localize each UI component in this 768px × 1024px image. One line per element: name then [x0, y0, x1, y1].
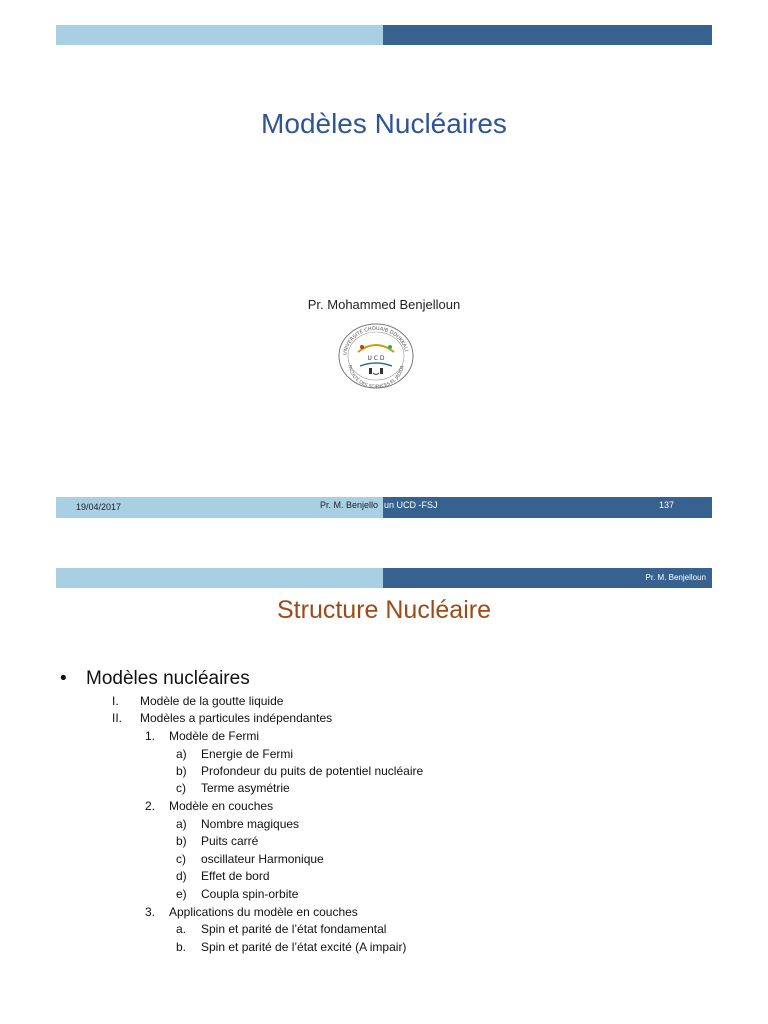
outline-text: Modèle de la goutte liquide [140, 694, 284, 708]
outline-marker: d) [176, 869, 187, 883]
outline-item-letter [176, 780, 290, 797]
outline-marker: a) [176, 747, 187, 761]
outline-marker: II. [112, 711, 123, 725]
outline-text: Energie de Fermi [201, 747, 294, 761]
outline-item-letter [176, 816, 299, 833]
bullet-text: Modèles nucléaires [86, 668, 250, 689]
bullet-dot-icon: • [60, 668, 67, 689]
slide1-title: Modèles Nucléaires [261, 108, 507, 139]
outline-marker: c) [176, 781, 186, 795]
outline-item-letter [176, 886, 298, 903]
outline-item-num-2 [145, 798, 273, 815]
slide2-title: Structure Nucléaire [277, 596, 491, 624]
outline-item-letter [176, 833, 258, 850]
outline-marker: 2. [145, 799, 156, 813]
footer-date: 19/04/2017 [76, 502, 122, 512]
slide1-header-bar-light [56, 25, 383, 45]
outline-text: Modèle de Fermi [169, 729, 260, 743]
svg-text:UNIVERSITÉ CHOUAIB DOUKKALI: UNIVERSITÉ CHOUAIB DOUKKALI [342, 325, 410, 356]
outline-marker: a. [176, 922, 187, 936]
outline-text: Modèle en couches [169, 799, 274, 813]
outline-marker: 3. [145, 905, 156, 919]
outline-text: Terme asymétrie [201, 781, 290, 795]
outline-text: Coupla spin-orbite [201, 887, 299, 901]
footer-author-left: Pr. M. Benjello [320, 500, 379, 510]
svg-text:FACULTÉ DES SCIENCES EL JADIDA: FACULTÉ DES SCIENCES EL JADIDA [346, 364, 406, 390]
outline-item-letter [176, 851, 324, 868]
outline-marker: b. [176, 940, 187, 954]
outline-text: Spin et parité de l’état fondamental [201, 922, 387, 936]
outline-item-roman-1 [112, 693, 283, 710]
outline-text: oscillateur Harmonique [201, 852, 324, 866]
outline-item-letter [176, 939, 406, 956]
outline-marker: b) [176, 834, 187, 848]
outline-text: Spin et parité de l’état excité (A impair) [201, 940, 407, 954]
svg-text:U C D: U C D [367, 355, 385, 362]
outline-marker: e) [176, 887, 187, 901]
outline-item-letter [176, 921, 386, 938]
slide1-header-bar-dark [383, 25, 712, 45]
outline-item-roman-2 [112, 710, 332, 727]
slide1-author: Pr. Mohammed Benjelloun [307, 297, 461, 312]
outline-text: Nombre magiques [201, 817, 300, 831]
slide2-header-author: Pr. M. Benjelloun [645, 573, 706, 582]
outline-text: Applications du modèle en couches [169, 905, 358, 919]
outline-text: Modèles a particules indépendantes [140, 711, 333, 725]
outline-marker: b) [176, 764, 187, 778]
outline-marker: c) [176, 852, 186, 866]
outline-text: Effet de bord [201, 869, 270, 883]
outline-text: Puits carré [201, 834, 259, 848]
outline-item-num-3 [145, 904, 358, 921]
footer-page-number: 137 [659, 500, 675, 510]
slide2-header-bar-light [56, 568, 383, 588]
footer-author-right: un UCD -FSJ [384, 500, 438, 510]
outline-item-num-1 [145, 728, 259, 745]
university-seal-logo [336, 322, 416, 390]
bullet-item [60, 668, 250, 690]
outline-item-letter [176, 763, 423, 780]
outline-text: Profondeur du puits de potentiel nucléaire [201, 764, 424, 778]
outline-marker: a) [176, 817, 187, 831]
outline-item-letter [176, 868, 270, 885]
outline-marker: I. [112, 694, 119, 708]
outline-marker: 1. [145, 729, 156, 743]
outline-item-letter [176, 746, 293, 763]
